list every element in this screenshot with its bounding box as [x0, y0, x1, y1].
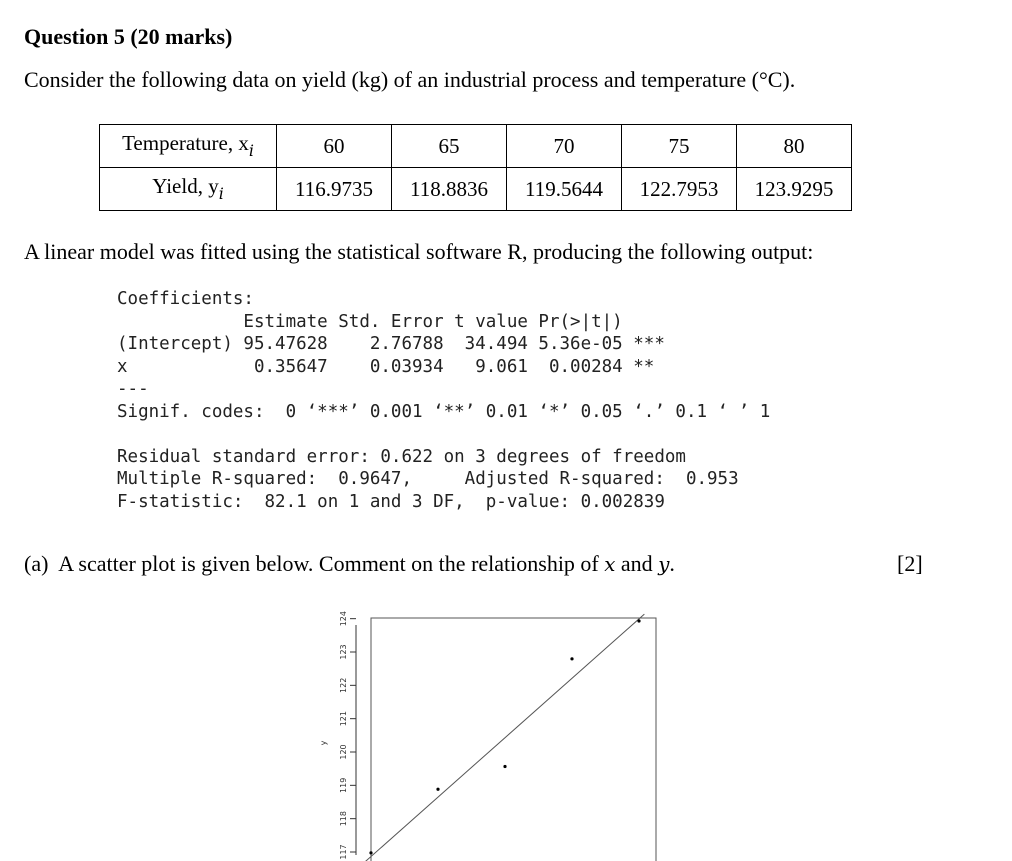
r-output	[117, 288, 770, 513]
table-cell: 116.9735	[277, 168, 392, 211]
data-point	[503, 765, 506, 768]
data-table	[99, 124, 852, 211]
table-cell: 70	[507, 125, 622, 168]
row-label-yield: Yield, y	[152, 174, 219, 199]
regression-line	[362, 614, 645, 861]
y-tick-label: 121	[339, 711, 348, 727]
r-output-line: Signif. codes: 0 ‘***’ 0.001 ‘**’ 0.01 ‘*’ 0.05 ‘.’ 0.1 ‘ ’ 1	[117, 401, 771, 422]
question-heading: Question 5 (20 marks)	[24, 24, 233, 49]
y-tick-label: 118	[339, 811, 348, 827]
table-cell: 75	[622, 125, 737, 168]
table-row-temperature	[100, 125, 852, 168]
part-a-question	[24, 551, 675, 577]
row-subscript: i	[248, 140, 254, 160]
table-cell: 65	[392, 125, 507, 168]
word-and: and	[620, 551, 653, 576]
table-cell: 80	[737, 125, 852, 168]
var-y: y	[658, 553, 670, 576]
row-subscript: i	[218, 183, 224, 203]
marks-label: [2]	[897, 551, 923, 576]
r-output-line: Coefficients:	[117, 289, 254, 309]
y-tick-label: 122	[339, 677, 348, 693]
r-output-line: Estimate Std. Error t value Pr(>|t|)	[117, 311, 623, 332]
plot-frame	[371, 618, 656, 861]
data-point	[436, 788, 439, 791]
y-axis	[319, 611, 356, 860]
data-point	[369, 851, 372, 854]
table-cell: 123.9295	[737, 168, 852, 211]
y-axis-label: y	[319, 740, 328, 746]
r-output-line: F-statistic: 82.1 on 1 and 3 DF, p-value: 0.002839	[117, 491, 665, 512]
r-output-line: x 0.35647 0.03934 9.061 0.00284 **	[117, 356, 655, 377]
y-tick-label: 124	[339, 611, 348, 627]
r-output-line: ---	[117, 379, 149, 399]
scatter-plot	[300, 605, 660, 861]
question-intro: Consider the following data on yield (kg) of an industrial process and temperature (°C).	[24, 67, 796, 92]
y-tick-label: 117	[339, 844, 348, 860]
table-cell: 122.7953	[622, 168, 737, 211]
row-header-temperature	[100, 125, 277, 168]
model-sentence: A linear model was fitted using the statistical software R, producing the following output:	[24, 239, 814, 264]
data-point	[637, 619, 640, 622]
y-ticks	[339, 611, 356, 860]
period: .	[669, 551, 675, 576]
r-output-line: Multiple R-squared: 0.9647, Adjusted R-squared: 0.953	[117, 469, 739, 489]
y-tick-label: 123	[339, 644, 348, 660]
table-row-yield	[100, 168, 852, 211]
table-cell: 119.5644	[507, 168, 622, 211]
var-x: x	[604, 553, 616, 576]
row-label-temperature: Temperature, x	[122, 131, 249, 156]
row-header-yield	[100, 168, 277, 211]
r-output-line: Residual standard error: 0.622 on 3 degrees of freedom	[117, 446, 686, 467]
table-cell: 118.8836	[392, 168, 507, 211]
y-tick-label: 119	[339, 777, 348, 793]
r-output-line: (Intercept) 95.47628 2.76788 34.494 5.36e-05 ***	[117, 334, 665, 354]
table-cell: 60	[277, 125, 392, 168]
part-a-text: A scatter plot is given below. Comment on the relationship of	[58, 551, 599, 576]
data-points	[369, 619, 640, 854]
data-point	[570, 657, 573, 660]
part-label: (a)	[24, 551, 49, 576]
y-tick-label: 120	[339, 744, 348, 760]
